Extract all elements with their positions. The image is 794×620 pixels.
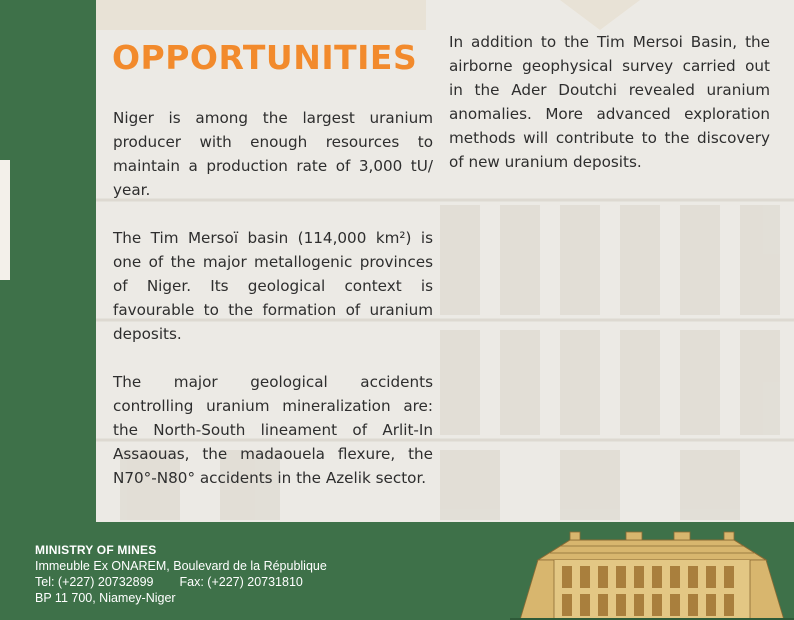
address-line: Immeuble Ex ONAREM, Boulevard de la République xyxy=(35,559,327,573)
green-sidebar xyxy=(0,0,96,522)
paragraph-production: Niger is among the largest uranium producer with enough resources to maintain a production rate of 3,000 tU/ year. xyxy=(113,109,433,199)
ministry-building-illustration xyxy=(510,522,794,620)
right-column xyxy=(449,30,770,198)
left-column xyxy=(113,106,433,514)
paragraph-ader-doutchi: In addition to the Tim Mersoi Basin, the airborne geophysical survey carried out in the Ader Doutchi revealed uranium anomalies. More advanced exploration methods will contribute to the discovery of new uranium deposits. xyxy=(449,33,770,171)
paragraph-tim-mersoi-basin: The Tim Mersoï basin (114,000 km²) is one of the major metallogenic provinces of Niger. Its geological context is favourable to the formation of uranium deposits. xyxy=(113,229,433,343)
page-title: OPPORTUNITIES xyxy=(112,38,418,77)
telephone: Tel: (+227) 20732899 xyxy=(35,575,154,589)
postal-address: BP 11 700, Niamey-Niger xyxy=(35,591,176,605)
fax: Fax: (+227) 20731810 xyxy=(179,575,303,589)
contact-line xyxy=(35,575,303,589)
paragraph-geological-accidents: The major geological accidents controlling uranium mineralization are: the North-South lineament of Arlit-In Assaouas, the madaouela flexure, the N70°-N80° accidents in the Azelik sector. xyxy=(113,373,433,487)
sidebar-stripe xyxy=(0,160,10,280)
ministry-name: MINISTRY OF MINES xyxy=(35,543,157,557)
footer xyxy=(0,522,794,620)
